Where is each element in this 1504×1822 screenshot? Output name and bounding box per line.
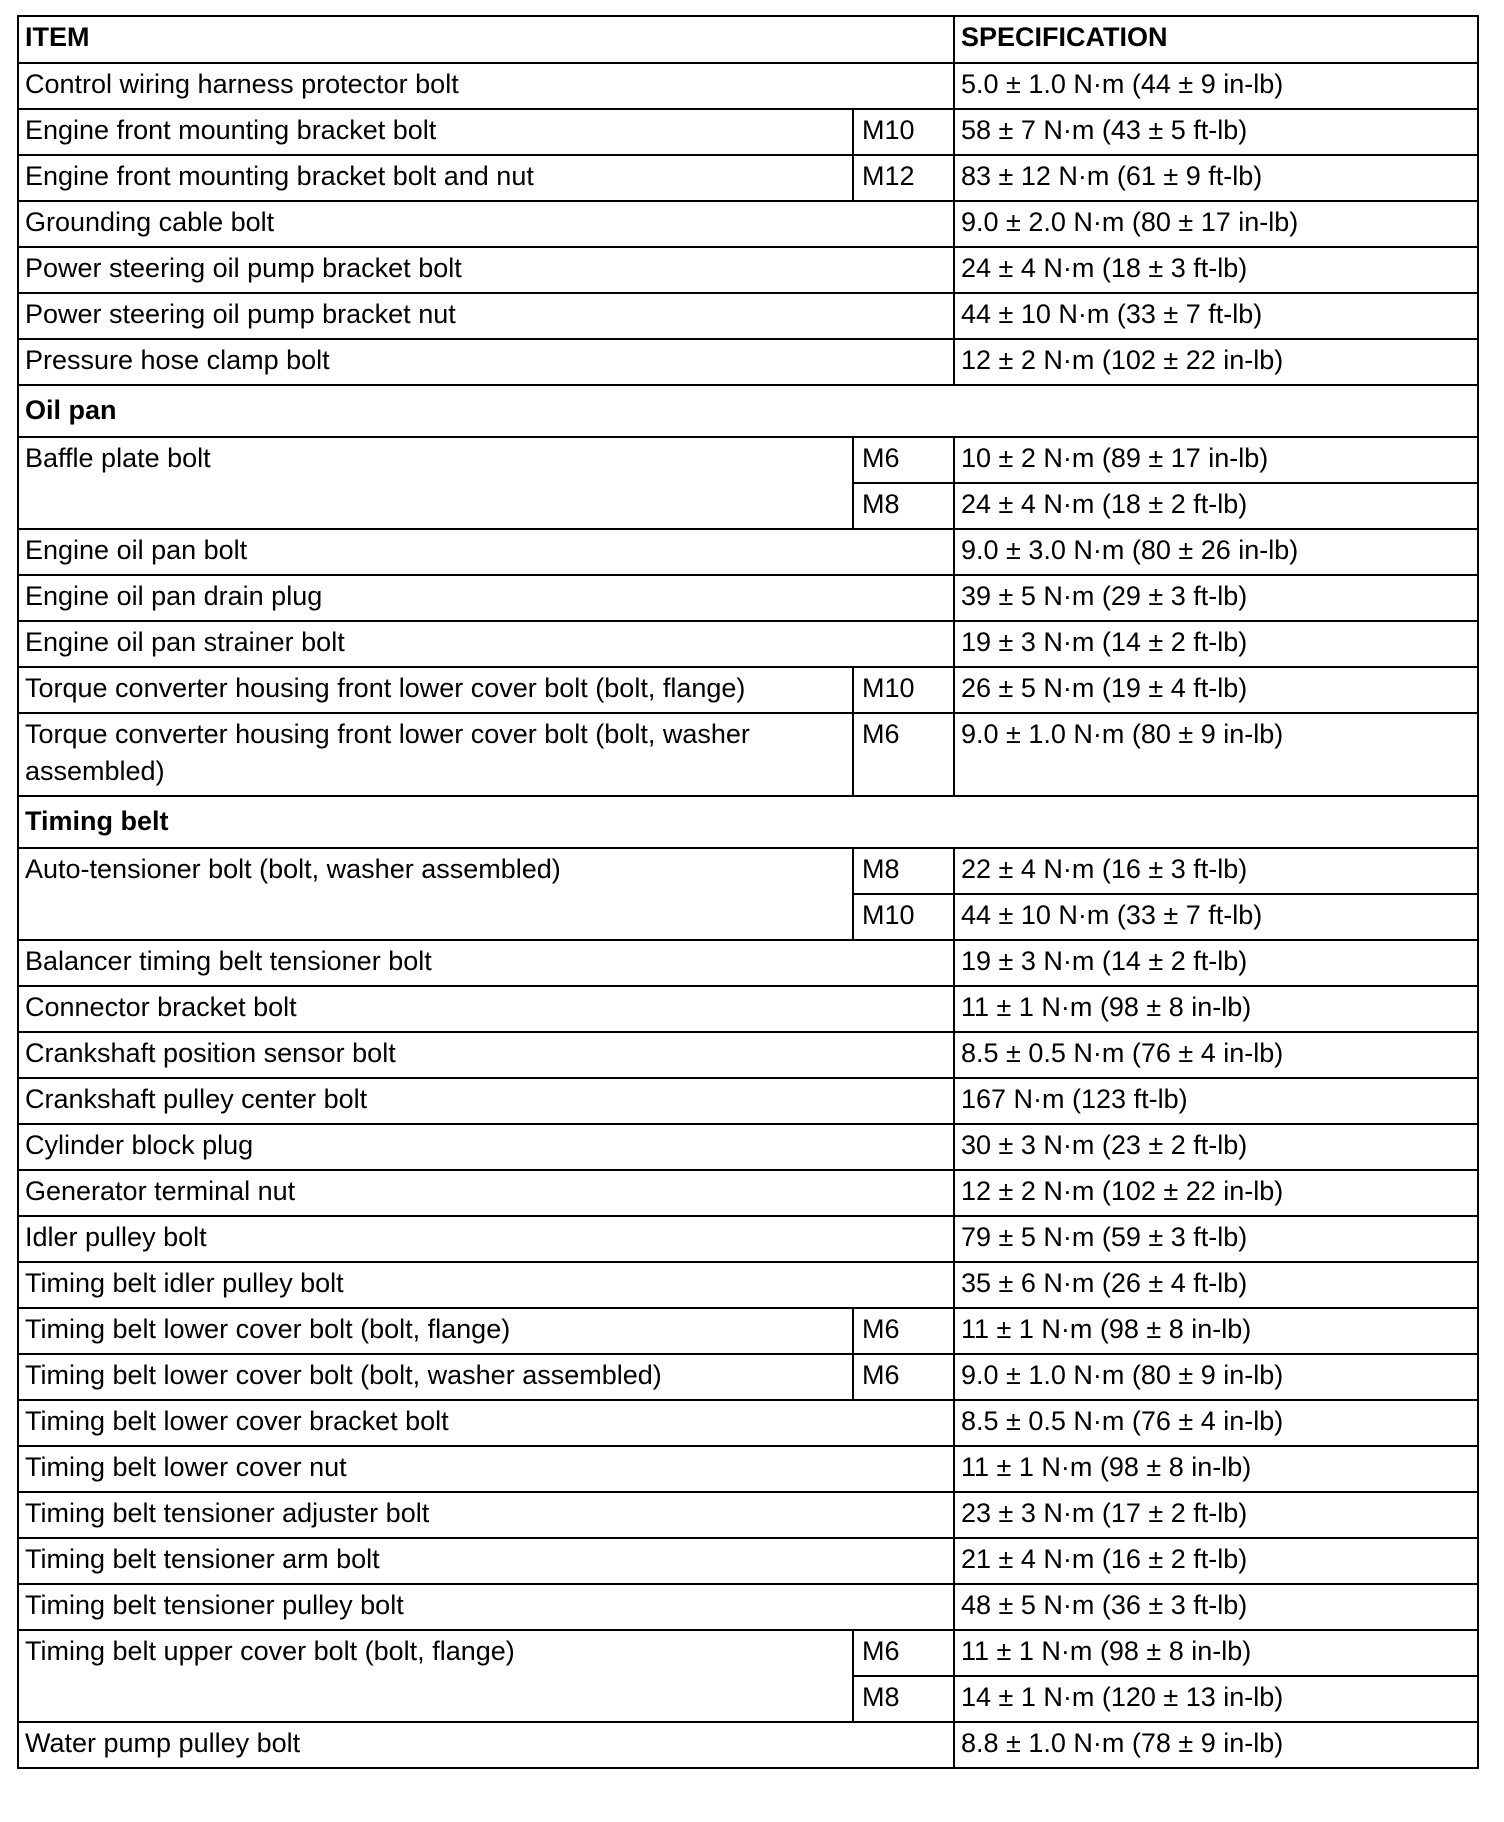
table-row bbox=[18, 986, 1478, 1032]
header-item: ITEM bbox=[18, 16, 954, 63]
item-cell: Timing belt lower cover bracket bolt bbox=[18, 1400, 954, 1446]
item-cell: Control wiring harness protector bolt bbox=[18, 63, 954, 109]
specification-cell: 23 ± 3 N·m (17 ± 2 ft-lb) bbox=[954, 1492, 1478, 1538]
specification-cell: 79 ± 5 N·m (59 ± 3 ft-lb) bbox=[954, 1216, 1478, 1262]
table-row bbox=[18, 1262, 1478, 1308]
item-cell: Timing belt lower cover bolt (bolt, washer assembled) bbox=[18, 1354, 853, 1400]
table-row bbox=[18, 1446, 1478, 1492]
item-cell: Balancer timing belt tensioner bolt bbox=[18, 940, 954, 986]
table-row bbox=[18, 1078, 1478, 1124]
specification-cell: 44 ± 10 N·m (33 ± 7 ft-lb) bbox=[954, 293, 1478, 339]
item-cell: Engine oil pan drain plug bbox=[18, 575, 954, 621]
specification-cell: 83 ± 12 N·m (61 ± 9 ft-lb) bbox=[954, 155, 1478, 201]
item-cell: Crankshaft pulley center bolt bbox=[18, 1078, 954, 1124]
specification-cell: 48 ± 5 N·m (36 ± 3 ft-lb) bbox=[954, 1584, 1478, 1630]
table-row bbox=[18, 1492, 1478, 1538]
size-cell: M6 bbox=[853, 1308, 954, 1354]
table-row bbox=[18, 293, 1478, 339]
table-row bbox=[18, 247, 1478, 293]
item-cell: Timing belt lower cover bolt (bolt, flange) bbox=[18, 1308, 853, 1354]
table-row bbox=[18, 529, 1478, 575]
table-row bbox=[18, 63, 1478, 109]
table-row bbox=[18, 1308, 1478, 1354]
table-row bbox=[18, 575, 1478, 621]
specification-cell: 9.0 ± 1.0 N·m (80 ± 9 in-lb) bbox=[954, 713, 1478, 796]
size-cell: M8 bbox=[853, 848, 954, 894]
table-row bbox=[18, 1354, 1478, 1400]
size-cell: M12 bbox=[853, 155, 954, 201]
specification-cell: 11 ± 1 N·m (98 ± 8 in-lb) bbox=[954, 1308, 1478, 1354]
specification-cell: 12 ± 2 N·m (102 ± 22 in-lb) bbox=[954, 1170, 1478, 1216]
specification-cell: 39 ± 5 N·m (29 ± 3 ft-lb) bbox=[954, 575, 1478, 621]
table-row bbox=[18, 1722, 1478, 1768]
item-cell: Torque converter housing front lower cover bolt (bolt, washer assembled) bbox=[18, 713, 853, 796]
specification-cell: 11 ± 1 N·m (98 ± 8 in-lb) bbox=[954, 986, 1478, 1032]
item-cell: Timing belt idler pulley bolt bbox=[18, 1262, 954, 1308]
table-row bbox=[18, 201, 1478, 247]
specification-cell: 30 ± 3 N·m (23 ± 2 ft-lb) bbox=[954, 1124, 1478, 1170]
table-row bbox=[18, 1032, 1478, 1078]
table-row bbox=[18, 1584, 1478, 1630]
table-row bbox=[18, 713, 1478, 796]
table-row bbox=[18, 621, 1478, 667]
table-row bbox=[18, 437, 1478, 483]
specification-cell: 26 ± 5 N·m (19 ± 4 ft-lb) bbox=[954, 667, 1478, 713]
header-specification: SPECIFICATION bbox=[954, 16, 1478, 63]
specification-cell: 12 ± 2 N·m (102 ± 22 in-lb) bbox=[954, 339, 1478, 385]
specification-cell: 21 ± 4 N·m (16 ± 2 ft-lb) bbox=[954, 1538, 1478, 1584]
item-cell: Water pump pulley bolt bbox=[18, 1722, 954, 1768]
specification-cell: 35 ± 6 N·m (26 ± 4 ft-lb) bbox=[954, 1262, 1478, 1308]
section-header-row bbox=[18, 385, 1478, 437]
specification-cell: 58 ± 7 N·m (43 ± 5 ft-lb) bbox=[954, 109, 1478, 155]
table-row bbox=[18, 848, 1478, 894]
item-cell: Engine front mounting bracket bolt and nut bbox=[18, 155, 853, 201]
item-cell: Power steering oil pump bracket nut bbox=[18, 293, 954, 339]
item-cell: Timing belt upper cover bolt (bolt, flange) bbox=[18, 1630, 853, 1722]
item-cell: Connector bracket bolt bbox=[18, 986, 954, 1032]
size-cell: M6 bbox=[853, 1354, 954, 1400]
table-row bbox=[18, 1400, 1478, 1446]
item-cell: Generator terminal nut bbox=[18, 1170, 954, 1216]
item-cell: Engine oil pan strainer bolt bbox=[18, 621, 954, 667]
item-cell: Engine front mounting bracket bolt bbox=[18, 109, 853, 155]
size-cell: M10 bbox=[853, 109, 954, 155]
specification-cell: 10 ± 2 N·m (89 ± 17 in-lb) bbox=[954, 437, 1478, 483]
item-cell: Auto-tensioner bolt (bolt, washer assembled) bbox=[18, 848, 853, 940]
table-body bbox=[18, 63, 1478, 1768]
section-header-row bbox=[18, 796, 1478, 848]
table-row bbox=[18, 1538, 1478, 1584]
specification-cell: 44 ± 10 N·m (33 ± 7 ft-lb) bbox=[954, 894, 1478, 940]
item-cell: Idler pulley bolt bbox=[18, 1216, 954, 1262]
table-row bbox=[18, 1124, 1478, 1170]
size-cell: M6 bbox=[853, 713, 954, 796]
table-row bbox=[18, 1216, 1478, 1262]
specification-cell: 5.0 ± 1.0 N·m (44 ± 9 in-lb) bbox=[954, 63, 1478, 109]
item-cell: Baffle plate bolt bbox=[18, 437, 853, 529]
specification-cell: 11 ± 1 N·m (98 ± 8 in-lb) bbox=[954, 1446, 1478, 1492]
table-row bbox=[18, 667, 1478, 713]
size-cell: M8 bbox=[853, 1676, 954, 1722]
item-cell: Timing belt lower cover nut bbox=[18, 1446, 954, 1492]
item-cell: Crankshaft position sensor bolt bbox=[18, 1032, 954, 1078]
specification-cell: 8.5 ± 0.5 N·m (76 ± 4 in-lb) bbox=[954, 1400, 1478, 1446]
item-cell: Torque converter housing front lower cover bolt (bolt, flange) bbox=[18, 667, 853, 713]
specification-cell: 22 ± 4 N·m (16 ± 3 ft-lb) bbox=[954, 848, 1478, 894]
specification-cell: 167 N·m (123 ft-lb) bbox=[954, 1078, 1478, 1124]
item-cell: Timing belt tensioner pulley bolt bbox=[18, 1584, 954, 1630]
specification-cell: 24 ± 4 N·m (18 ± 3 ft-lb) bbox=[954, 247, 1478, 293]
table-row bbox=[18, 155, 1478, 201]
table-row bbox=[18, 339, 1478, 385]
size-cell: M6 bbox=[853, 1630, 954, 1676]
size-cell: M10 bbox=[853, 667, 954, 713]
table-header-row bbox=[18, 16, 1478, 63]
item-cell: Power steering oil pump bracket bolt bbox=[18, 247, 954, 293]
torque-spec-table bbox=[17, 15, 1479, 1769]
size-cell: M8 bbox=[853, 483, 954, 529]
section-title: Timing belt bbox=[18, 796, 1478, 848]
item-cell: Grounding cable bolt bbox=[18, 201, 954, 247]
specification-cell: 9.0 ± 3.0 N·m (80 ± 26 in-lb) bbox=[954, 529, 1478, 575]
specification-cell: 11 ± 1 N·m (98 ± 8 in-lb) bbox=[954, 1630, 1478, 1676]
specification-cell: 14 ± 1 N·m (120 ± 13 in-lb) bbox=[954, 1676, 1478, 1722]
item-cell: Engine oil pan bolt bbox=[18, 529, 954, 575]
specification-cell: 19 ± 3 N·m (14 ± 2 ft-lb) bbox=[954, 621, 1478, 667]
table-row bbox=[18, 940, 1478, 986]
item-cell: Timing belt tensioner adjuster bolt bbox=[18, 1492, 954, 1538]
specification-cell: 9.0 ± 2.0 N·m (80 ± 17 in-lb) bbox=[954, 201, 1478, 247]
specification-cell: 19 ± 3 N·m (14 ± 2 ft-lb) bbox=[954, 940, 1478, 986]
item-cell: Cylinder block plug bbox=[18, 1124, 954, 1170]
table-row bbox=[18, 1630, 1478, 1676]
size-cell: M10 bbox=[853, 894, 954, 940]
specification-cell: 9.0 ± 1.0 N·m (80 ± 9 in-lb) bbox=[954, 1354, 1478, 1400]
table-row bbox=[18, 1170, 1478, 1216]
section-title: Oil pan bbox=[18, 385, 1478, 437]
specification-cell: 8.5 ± 0.5 N·m (76 ± 4 in-lb) bbox=[954, 1032, 1478, 1078]
item-cell: Pressure hose clamp bolt bbox=[18, 339, 954, 385]
item-cell: Timing belt tensioner arm bolt bbox=[18, 1538, 954, 1584]
table-row bbox=[18, 109, 1478, 155]
specification-cell: 24 ± 4 N·m (18 ± 2 ft-lb) bbox=[954, 483, 1478, 529]
specification-cell: 8.8 ± 1.0 N·m (78 ± 9 in-lb) bbox=[954, 1722, 1478, 1768]
size-cell: M6 bbox=[853, 437, 954, 483]
